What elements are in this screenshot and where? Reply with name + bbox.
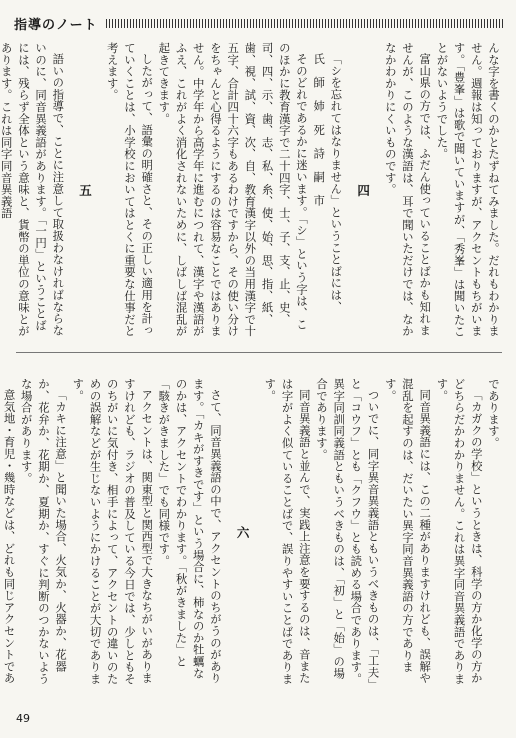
paragraph: 「シを忘れてはなりません」ということばには、 bbox=[329, 53, 344, 313]
column-divider bbox=[16, 352, 502, 353]
paragraph: であります。 bbox=[487, 378, 501, 449]
header-rule bbox=[106, 19, 504, 28]
paragraph: したがって、語彙の明確さと、その正しい適用を計っていくことは、小学校においてはとくに重要な仕事だと考えます。 bbox=[105, 42, 155, 337]
bottom-text-block bbox=[2, 378, 502, 686]
paragraph: アクセントは、関東型と関西型で大きなちがいがありますけれども、ラジオの普及している今日では、少しともそのちがいに気付き、相手によって、アクセントの違いのための誤解などが生じないようにかけることが大切であります。 bbox=[71, 378, 155, 685]
section-heading-4: 四 bbox=[355, 183, 371, 197]
paragraph: さて、同音異義語の中で、アクセントのちがうのがあります。「カキがすきです」という場合に、柿なのか牡蠣なのかは、アクセントでわかります。「秋がきました」と「駭きがきました」でも同様です。 bbox=[157, 378, 223, 685]
paragraph: 「カキに注意」と聞いた場合、火気か、火器か、花器か、花弁か、花期か、夏期か、すぐに判断のつかないような場合があります。 bbox=[19, 378, 69, 685]
header-title: 指導のノート bbox=[14, 17, 98, 33]
paragraph: 同音異義語には、この二種がありますけれども、誤解や混乱を起すのは、だいたい異字同音異義語の方であります。 bbox=[383, 378, 433, 685]
page-header bbox=[14, 14, 504, 32]
example-list: 氏 師 姉 死 詩 嗣 市 bbox=[312, 53, 327, 207]
top-text-block bbox=[0, 42, 502, 338]
paragraph: んな字を書くのかとたずねてみました。だれもわかりません。週報は知っておりますが、アクセントもちがいます。「豊峯」は歌で聞いていますが、「秀峯」は聞いたことがないようでした。 bbox=[435, 42, 501, 338]
page-number: 49 bbox=[16, 712, 30, 725]
paragraph: 語いの指導で、ことに注意して取扱わなければならないのに、同音異義語があります。「一円」ということばには、残らず全体という意味と、貨幣の単位の意味とがあります。これは同字同音異義語 bbox=[0, 42, 66, 337]
section-heading-5: 五 bbox=[77, 183, 93, 197]
paragraph: 同音異義語と並んで、実践上注意を要するのは、音または字がよく似ていることばで、誤りやすいことばであります。 bbox=[263, 378, 312, 685]
paragraph: ついでに、同字異音異義語ともいうべきものは、「工夫」と「コウフ」とも「クフウ」とも読める場合であります。異字同訓同義語ともいうべきものは、「初」と「始」の場合であります。 bbox=[314, 378, 381, 685]
paragraph: そのどれであるかに迷います。「シ」という字は、このほかに教育漢字で二十四字、士、子、支、止、史、司、四、示、歯、志、私、糸、使、始、思、指、紙、歯、視、試、資、次、自、教育漢字以外の当用漢字で十五字、合計四十六字もあるわけですから、その使い分けをちゃんと心得るようにするのは容易なことではありません。中学年から高学年に進むにつれて、漢字や漢語がふえ、これがよく消化されないために、しばしば混乱が起きてきます。 bbox=[157, 42, 309, 337]
paragraph: 「カガクの学校」というときは、科学の方か化学の方かどちらだかわかりません。これは異字同音異義語であります。 bbox=[435, 378, 484, 685]
section-heading-6: 六 bbox=[235, 525, 251, 539]
paragraph: 富山県の方では、ふだん使っていることばかも知れませんが、このような漢語は、耳で聞いただけでは、なかなかわかりにくいものです。 bbox=[383, 42, 433, 337]
paragraph: 意気地・育児・幾時などは、どれも同じアクセントであ bbox=[2, 389, 17, 685]
